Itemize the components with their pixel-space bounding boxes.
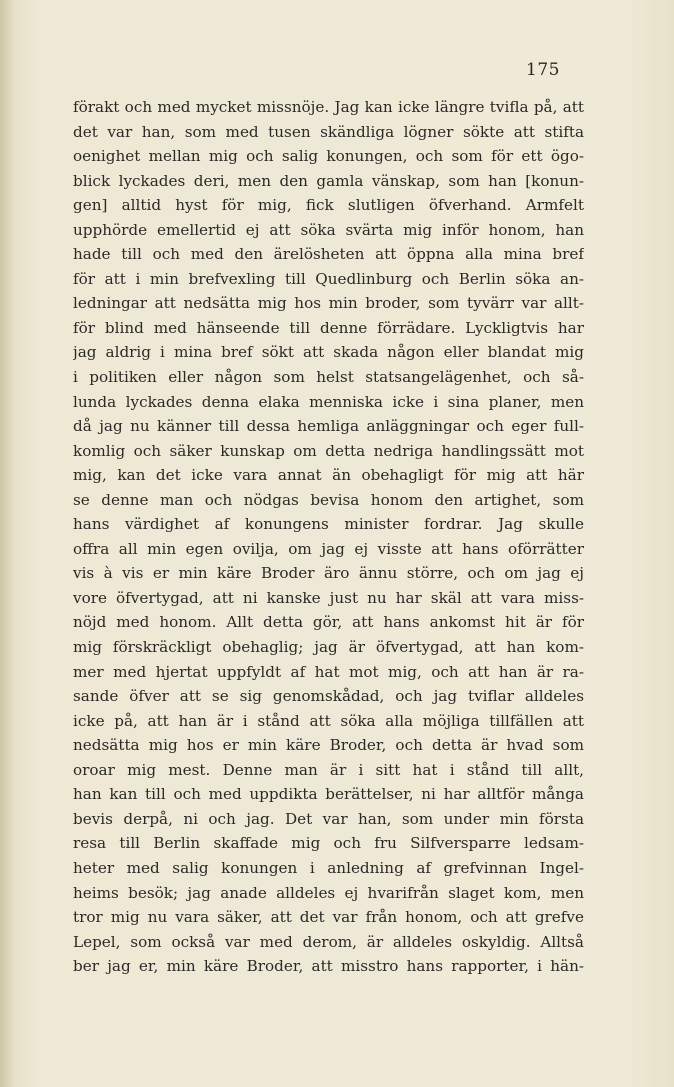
text-line: heims besök; jag anade alldeles ej hvarifrån slaget kom, men	[73, 883, 584, 902]
text-line: se denne man och nödgas bevisa honom den artighet, som	[73, 490, 584, 509]
body-text	[73, 95, 584, 979]
text-line: blick lyckades deri, men den gamla vänskap, som han [konun-	[73, 171, 584, 190]
text-line: heter med salig konungen i anledning af grefvinnan Ingel-	[73, 858, 584, 877]
text-line: jag aldrig i mina bref sökt att skada någon eller blandat mig	[73, 343, 584, 362]
text-line: för blind med hänseende till denne förrädare. Lyckligtvis har	[73, 318, 584, 337]
text-line: lunda lyckades denna elaka menniska icke i sina planer, men	[73, 392, 584, 411]
text-line: vis à vis er min käre Broder äro ännu större, och om jag ej	[73, 564, 584, 583]
text-line: Lepel, som också var med derom, är alldeles oskyldig. Alltså	[73, 932, 584, 951]
text-line: då jag nu känner till dessa hemliga anläggningar och eger full-	[73, 417, 584, 436]
text-line: för att i min brefvexling till Quedlinburg och Berlin söka an-	[73, 269, 584, 288]
text-line: sande öfver att se sig genomskådad, och jag tviflar alldeles	[73, 687, 584, 706]
text-line: oenighet mellan mig och salig konungen, och som för ett ögo-	[73, 147, 584, 166]
text-line: nöjd med honom. Allt detta gör, att hans ankomst hit är för	[73, 613, 584, 632]
text-line: hans värdighet af konungens minister fordrar. Jag skulle	[73, 515, 584, 534]
text-line: i politiken eller någon som helst statsangelägenhet, och så-	[73, 368, 584, 387]
text-line: gen] alltid hyst för mig, fick slutligen öfverhand. Armfelt	[73, 196, 584, 215]
text-line: resa till Berlin skaffade mig och fru Silfversparre ledsam-	[73, 834, 584, 853]
text-line: ledningar att nedsätta mig hos min broder, som tyvärr var allt-	[73, 294, 584, 313]
text-line: mer med hjertat uppfyldt af hat mot mig, och att han är ra-	[73, 662, 584, 681]
text-line: tror mig nu vara säker, att det var från honom, och att grefve	[73, 908, 584, 927]
text-line: mig, kan det icke vara annat än obehagligt för mig att här	[73, 466, 584, 485]
text-line: upphörde emellertid ej att söka svärta mig inför honom, han	[73, 220, 584, 239]
text-line: nedsätta mig hos er min käre Broder, och detta är hvad som	[73, 736, 584, 755]
page-number: 175	[526, 60, 560, 80]
text-line: offra all min egen ovilja, om jag ej visste att hans oförrätter	[73, 539, 584, 558]
text-line: förakt och med mycket missnöje. Jag kan icke längre tvifla på, att	[73, 98, 584, 116]
page-left-edge	[0, 0, 14, 1087]
text-line: det var han, som med tusen skändliga lögner sökte att stifta	[73, 122, 584, 141]
text-line: ber jag er, min käre Broder, att misstro hans rapporter, i hän-	[73, 957, 584, 976]
text-line: mig förskräckligt obehaglig; jag är öfvertygad, att han kom-	[73, 638, 584, 657]
text-line: komlig och säker kunskap om detta nedriga handlingssätt mot	[73, 441, 584, 460]
text-line: han kan till och med uppdikta berättelser, ni har alltför många	[73, 785, 584, 804]
text-line: oroar mig mest. Denne man är i sitt hat i stånd till allt,	[73, 760, 584, 779]
text-line: vore öfvertygad, att ni kanske just nu har skäl att vara miss-	[73, 588, 584, 607]
text-line: bevis derpå, ni och jag. Det var han, som under min första	[73, 809, 584, 828]
text-line: icke på, att han är i stånd att söka alla möjliga tillfällen att	[73, 711, 584, 730]
text-line: hade till och med den ärelösheten att öppna alla mina bref	[73, 245, 584, 264]
